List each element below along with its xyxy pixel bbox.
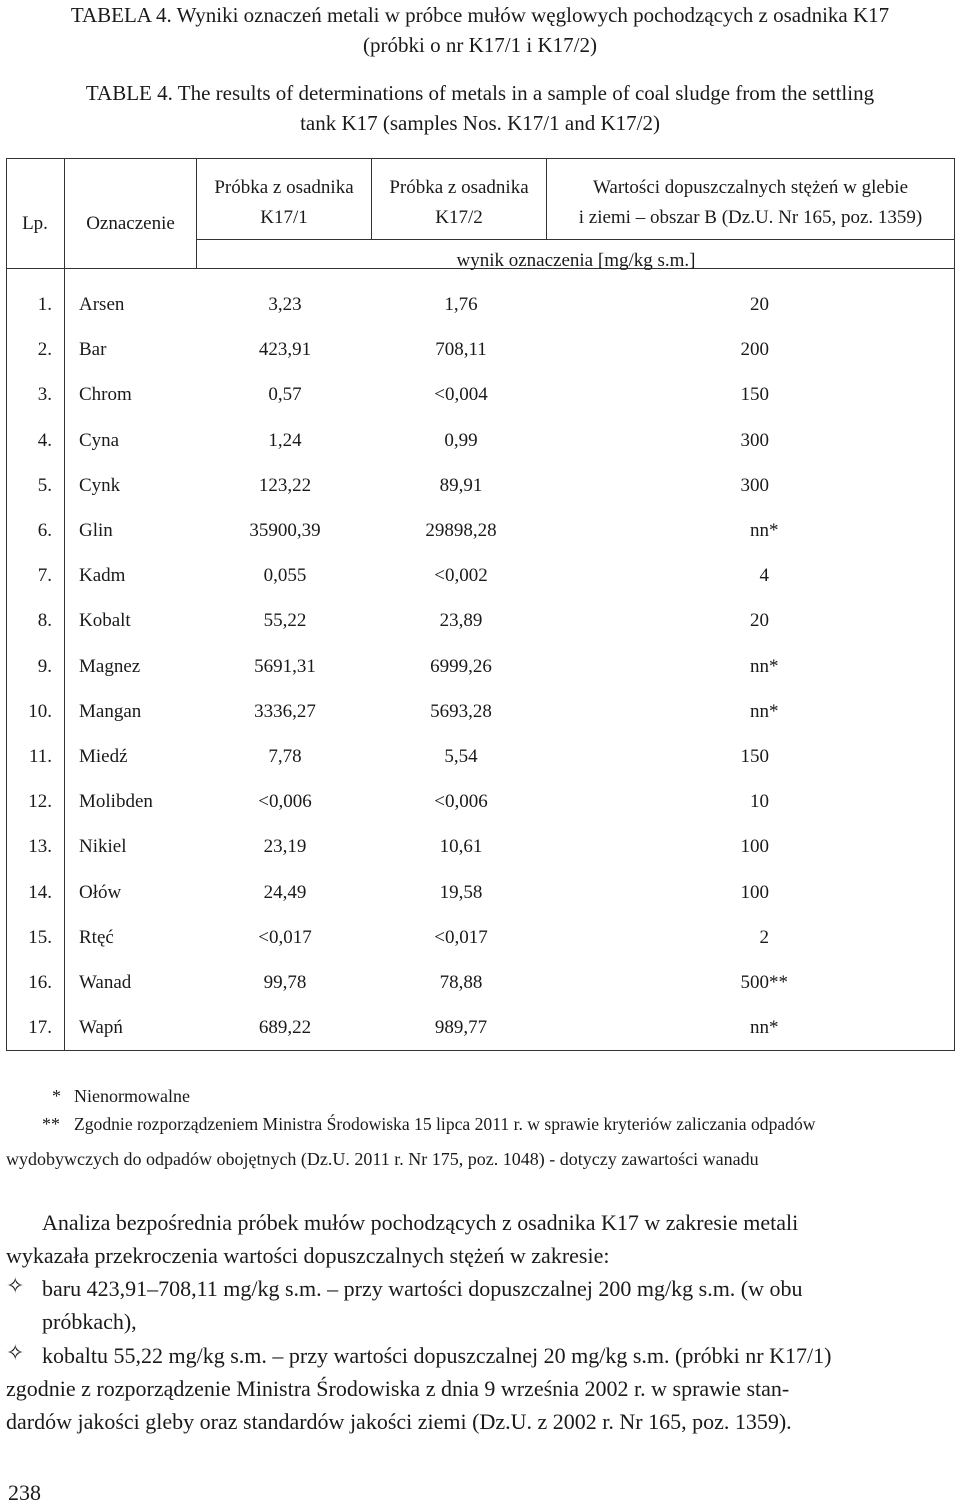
row-k17-1: 5691,31 bbox=[254, 656, 316, 677]
header-limit-line2: i ziemi – obszar B (Dz.U. Nr 165, poz. 1359) bbox=[578, 207, 923, 228]
bullet-2-icon: ✧ bbox=[6, 1340, 25, 1365]
header-k17-1-line1: Próbka z osadnika bbox=[214, 177, 354, 198]
row-name: Kadm bbox=[79, 565, 126, 586]
page-number: 238 bbox=[8, 1480, 41, 1505]
header-limit-line1: Wartości dopuszczalnych stężeń w glebie bbox=[592, 177, 908, 198]
col-divider-lp bbox=[64, 158, 65, 1051]
row-limit: 2 bbox=[759, 927, 769, 948]
row-k17-1: 689,22 bbox=[258, 1017, 312, 1038]
row-lp: 6. bbox=[37, 520, 52, 541]
row-name: Magnez bbox=[79, 656, 141, 677]
caption-en bbox=[0, 78, 960, 138]
row-lp: 8. bbox=[37, 610, 52, 631]
row-lp: 17. bbox=[28, 1017, 52, 1038]
header-unit: wynik oznaczenia [mg/kg s.m.] bbox=[456, 250, 696, 271]
row-k17-2: <0,006 bbox=[434, 791, 488, 812]
bullet-2 bbox=[42, 1339, 956, 1372]
row-name: Nikiel bbox=[79, 836, 127, 857]
row-lp: 13. bbox=[28, 836, 52, 857]
row-lp: 11. bbox=[28, 746, 52, 767]
row-name: Molibden bbox=[79, 791, 153, 812]
row-limit: 150 bbox=[740, 384, 769, 405]
caption-pl-label: TABELA 4. bbox=[70, 3, 172, 27]
row-name: Cynk bbox=[79, 475, 121, 496]
footnote-1-marker: * bbox=[52, 1086, 61, 1106]
row-k17-1: 7,78 bbox=[268, 746, 302, 767]
row-k17-2: 6999,26 bbox=[430, 656, 492, 677]
body-p1-line1: Analiza bezpośrednia próbek mułów pochodzących z osadnika K17 w zakresie metali bbox=[42, 1210, 799, 1235]
row-k17-2: 78,88 bbox=[439, 972, 483, 993]
row-k17-1: <0,006 bbox=[258, 791, 312, 812]
footnote-2-text: Zgodnie rozporządzeniem Ministra Środowiska 15 lipca 2011 r. w sprawie kryteriów zaliczania odpadów bbox=[74, 1114, 816, 1134]
row-k17-2: 0,99 bbox=[444, 430, 478, 451]
caption-en-label: TABLE 4. bbox=[85, 81, 173, 105]
bullet-2-line1: kobaltu 55,22 mg/kg s.m. – przy wartości dopuszczalnej 20 mg/kg s.m. (próbki nr K17/1) bbox=[42, 1343, 832, 1368]
row-k17-1: 3336,27 bbox=[254, 701, 316, 722]
header-name: Oznaczenie bbox=[86, 213, 175, 234]
row-k17-1: 99,78 bbox=[263, 972, 307, 993]
row-limit: nn* bbox=[750, 656, 779, 677]
row-lp: 5. bbox=[37, 475, 52, 496]
row-lp: 14. bbox=[28, 882, 52, 903]
body-p2-line1: zgodnie z rozporządzenie Ministra Środowiska z dnia 9 września 2002 r. w sprawie stan- bbox=[6, 1376, 790, 1401]
row-name: Glin bbox=[79, 520, 113, 541]
header-lp: Lp. bbox=[22, 213, 48, 234]
header-limit bbox=[547, 173, 954, 233]
row-k17-2: 989,77 bbox=[434, 1017, 488, 1038]
row-k17-1: 3,23 bbox=[268, 294, 302, 315]
row-k17-2: 10,61 bbox=[439, 836, 483, 857]
header-k17-1 bbox=[197, 173, 371, 233]
row-name: Miedź bbox=[79, 746, 128, 767]
body-p2-line2: dardów jakości gleby oraz standardów jakości ziemi (Dz.U. z 2002 r. Nr 165, poz. 1359). bbox=[6, 1409, 792, 1434]
row-lp: 9. bbox=[37, 656, 52, 677]
row-k17-1: 23,19 bbox=[263, 836, 307, 857]
row-lp: 2. bbox=[37, 339, 52, 360]
row-limit: nn* bbox=[750, 701, 779, 722]
bullet-1-line1: baru 423,91–708,11 mg/kg s.m. – przy wartości dopuszczalnej 200 mg/kg s.m. (w obu bbox=[42, 1276, 803, 1301]
body-paragraph-2 bbox=[6, 1372, 956, 1438]
row-lp: 12. bbox=[28, 791, 52, 812]
footnote-2-marker: ** bbox=[42, 1114, 60, 1134]
row-limit: 10 bbox=[750, 791, 769, 812]
footnote-2-continued: wydobywczych do odpadów obojętnych (Dz.U. 2011 r. Nr 175, poz. 1048) - dotyczy zawartości wanadu bbox=[6, 1149, 759, 1169]
row-name: Rtęć bbox=[79, 927, 114, 948]
row-lp: 16. bbox=[28, 972, 52, 993]
header-k17-1-line2: K17/1 bbox=[260, 207, 308, 228]
row-limit: 500** bbox=[740, 972, 788, 993]
row-limit: nn* bbox=[750, 520, 779, 541]
header-k17-2-line1: Próbka z osadnika bbox=[389, 177, 529, 198]
row-name: Ołów bbox=[79, 882, 122, 903]
row-limit: 100 bbox=[740, 882, 769, 903]
row-k17-2: 5693,28 bbox=[430, 701, 492, 722]
bullet-1-line2: próbkach), bbox=[42, 1309, 137, 1334]
row-lp: 4. bbox=[37, 430, 52, 451]
row-lp: 15. bbox=[28, 927, 52, 948]
row-limit: 20 bbox=[750, 294, 769, 315]
row-k17-1: 55,22 bbox=[263, 610, 307, 631]
row-limit: 20 bbox=[750, 610, 769, 631]
row-k17-2: <0,017 bbox=[434, 927, 488, 948]
row-k17-1: 1,24 bbox=[268, 430, 302, 451]
bullet-1-icon: ✧ bbox=[6, 1273, 25, 1298]
row-lp: 3. bbox=[37, 384, 52, 405]
row-k17-1: 24,49 bbox=[263, 882, 307, 903]
row-k17-2: <0,004 bbox=[434, 384, 488, 405]
caption-pl-line1: Wyniki oznaczeń metali w próbce mułów węglowych pochodzących z osadnika K17 bbox=[176, 3, 890, 27]
row-limit: nn* bbox=[750, 1017, 779, 1038]
row-name: Bar bbox=[79, 339, 107, 360]
row-name: Wanad bbox=[79, 972, 132, 993]
row-k17-2: 708,11 bbox=[435, 339, 487, 360]
row-name: Mangan bbox=[79, 701, 142, 722]
row-name: Chrom bbox=[79, 384, 132, 405]
header-k17-2-line2: K17/2 bbox=[435, 207, 483, 228]
row-k17-2: 19,58 bbox=[439, 882, 483, 903]
row-limit: 100 bbox=[740, 836, 769, 857]
body-paragraph-1 bbox=[6, 1206, 956, 1272]
row-k17-2: 89,91 bbox=[439, 475, 483, 496]
row-name: Kobalt bbox=[79, 610, 131, 631]
row-k17-1: 423,91 bbox=[258, 339, 312, 360]
bullet-1 bbox=[42, 1272, 956, 1338]
row-k17-2: 1,76 bbox=[444, 294, 478, 315]
row-k17-2: 23,89 bbox=[439, 610, 483, 631]
row-lp: 1. bbox=[37, 294, 52, 315]
row-limit: 200 bbox=[740, 339, 769, 360]
row-k17-1: 35900,39 bbox=[249, 520, 321, 541]
row-lp: 10. bbox=[28, 701, 52, 722]
row-k17-1: 123,22 bbox=[258, 475, 312, 496]
body-p1-line2: wykazała przekroczenia wartości dopuszczalnych stężeń w zakresie: bbox=[6, 1243, 610, 1268]
header-k17-2 bbox=[372, 173, 546, 233]
header-divider-unit bbox=[196, 239, 955, 240]
row-k17-2: <0,002 bbox=[434, 565, 488, 586]
row-k17-2: 29898,28 bbox=[425, 520, 497, 541]
row-lp: 7. bbox=[37, 565, 52, 586]
row-k17-2: 5,54 bbox=[444, 746, 478, 767]
footnote-1-text: Nienormowalne bbox=[74, 1086, 190, 1106]
row-name: Arsen bbox=[79, 294, 125, 315]
caption-en-line1: The results of determinations of metals in a sample of coal sludge from the settling bbox=[177, 81, 875, 105]
caption-pl bbox=[0, 0, 960, 60]
row-limit: 300 bbox=[740, 475, 769, 496]
row-k17-1: 0,055 bbox=[263, 565, 307, 586]
row-name: Wapń bbox=[79, 1017, 123, 1038]
caption-pl-line2: (próbki o nr K17/1 i K17/2) bbox=[363, 33, 597, 57]
caption-en-line2: tank K17 (samples Nos. K17/1 and K17/2) bbox=[300, 111, 660, 135]
row-limit: 4 bbox=[759, 565, 769, 586]
row-limit: 150 bbox=[740, 746, 769, 767]
row-k17-1: 0,57 bbox=[268, 384, 302, 405]
row-k17-1: <0,017 bbox=[258, 927, 312, 948]
row-limit: 300 bbox=[740, 430, 769, 451]
row-name: Cyna bbox=[79, 430, 120, 451]
